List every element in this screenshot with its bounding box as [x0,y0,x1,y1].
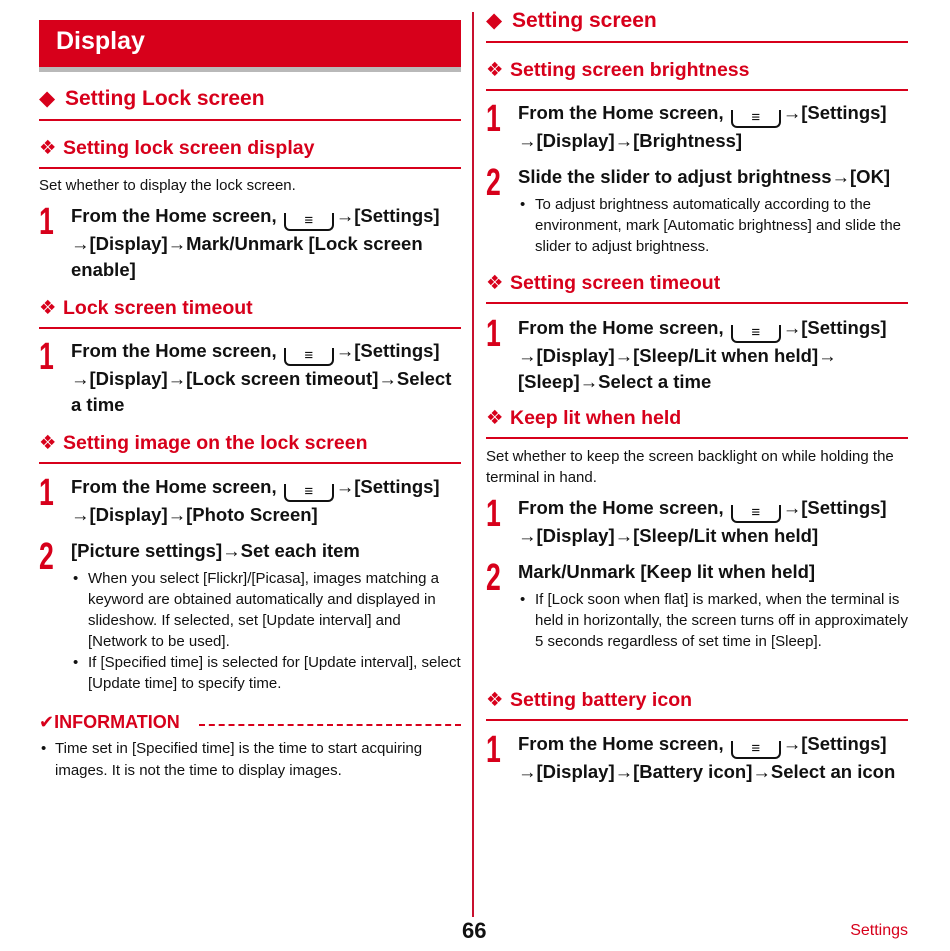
step-text-post: →[Settings] →[Display]→[Brightness] [518,102,887,151]
menu-key-icon: ≡ [731,325,781,343]
subsection-heading-screen-brightness [486,58,908,91]
information-dashed-rule [199,724,461,726]
menu-key-icon: ≡ [731,110,781,128]
subsection-title: Setting lock screen display [63,137,315,159]
section-heading-lock-screen [39,86,461,121]
note-item: • To adjust brightness automatically according to the environment, mark [Automatic brightness] and slide the slider to adjust brightness. [518,194,910,257]
clover-icon: ❖ [39,297,57,319]
step-number: 2 [486,557,501,599]
information-header [39,712,461,736]
step-text [518,315,910,395]
section-heading-setting-screen [486,8,908,43]
step-text [71,474,463,528]
subsection-title: Setting battery icon [510,689,693,711]
step-text-pre: From the Home screen, [518,102,724,123]
column-divider [472,12,474,917]
step-text-pre: From the Home screen, [518,317,724,338]
information-label: ✔INFORMATION [39,712,183,733]
chapter-header [39,20,461,72]
footer-section-name: Settings [850,922,908,939]
step-number: 2 [39,536,54,578]
information-list [39,738,461,782]
step-text [518,731,910,785]
menu-key-icon: ≡ [731,741,781,759]
subsection-heading-lock-screen-timeout [39,296,461,329]
step-number: 1 [486,729,501,771]
diamond-icon: ◆ [39,87,56,110]
clover-icon: ❖ [486,689,504,711]
note-item: • When you select [Flickr]/[Picasa], images matching a keyword are obtained automatically and displayed in slideshow. If selected, set [Update interval] and [Network to be used]. [71,568,463,652]
clover-icon: ❖ [486,272,504,294]
step-text [518,100,910,154]
step-text-pre: From the Home screen, [518,497,724,518]
subsection-title: Keep lit when held [510,407,682,429]
step-text-pre: From the Home screen, [518,733,724,754]
step-notes [518,589,910,652]
step-text-post: →[Settings] →[Display]→[Battery icon]→Select an icon [518,733,896,782]
step-text [71,203,463,283]
step-number: 1 [39,336,54,378]
step-text-post: →[Settings] →[Display]→Mark/Unmark [Lock screen enable] [71,205,440,280]
step-number: 1 [39,201,54,243]
subsection-title: Setting screen brightness [510,59,750,81]
step-number: 1 [486,493,501,535]
step-text [71,338,463,418]
subsection-title: Setting image on the lock screen [63,432,368,454]
step-number: 1 [39,472,54,514]
subsection-heading-battery-icon [486,688,908,721]
step-text-post: →[Settings] →[Display]→[Lock screen timeout]→Select a time [71,340,452,415]
step-number: 1 [486,98,501,140]
menu-key-icon: ≡ [731,505,781,523]
note-item: • If [Lock soon when flat] is marked, when the terminal is held in horizontally, the screen turns off in approximately 5 seconds regardless of set time in [Sleep]. [518,589,910,652]
step-number: 1 [486,313,501,355]
step-text-pre: From the Home screen, [71,205,277,226]
step-number: 2 [486,162,501,204]
step-text: Mark/Unmark [Keep lit when held] [518,561,816,582]
clover-icon: ❖ [39,137,57,159]
step-text-post: →[Settings] →[Display]→[Sleep/Lit when held] [518,497,887,546]
menu-key-icon: ≡ [284,484,334,502]
subsection-title: Setting screen timeout [510,272,721,294]
chapter-title: Display [56,27,145,55]
subsection-heading-keep-lit [486,406,908,439]
subsection-heading-screen-timeout [486,271,908,304]
menu-key-icon: ≡ [284,348,334,366]
step-text: Slide the slider to adjust brightness→[OK] [518,166,891,187]
section-title: Setting Lock screen [65,87,265,110]
clover-icon: ❖ [39,432,57,454]
subsection-title: Lock screen timeout [63,297,253,319]
step-text [518,495,910,549]
step-text-post: →[Settings] →[Display]→[Sleep/Lit when held]→ [Sleep]→Select a time [518,317,887,392]
subsection-heading-lock-screen-display [39,136,461,169]
step-notes [518,194,910,257]
menu-key-icon: ≡ [284,213,334,231]
step-text-post: →[Settings] →[Display]→[Photo Screen] [71,476,440,525]
note-item: • If [Specified time] is selected for [Update interval], select [Update time] to specify time. [71,652,463,694]
subsection-description: Set whether to keep the screen backlight on while holding the terminal in hand. [486,448,894,486]
step-text-pre: From the Home screen, [71,340,277,361]
clover-icon: ❖ [486,407,504,429]
step-notes [71,568,463,694]
step-text-pre: From the Home screen, [71,476,277,497]
step-text: [Picture settings]→Set each item [71,540,360,561]
subsection-description: Set whether to display the lock screen. [39,177,296,194]
diamond-icon: ◆ [486,9,503,32]
information-item: • Time set in [Specified time] is the time to start acquiring images. It is not the time to display images. [39,738,461,782]
subsection-heading-image-on-lock-screen [39,431,461,464]
page-number: 66 [462,918,487,943]
clover-icon: ❖ [486,59,504,81]
section-title: Setting screen [512,9,657,32]
